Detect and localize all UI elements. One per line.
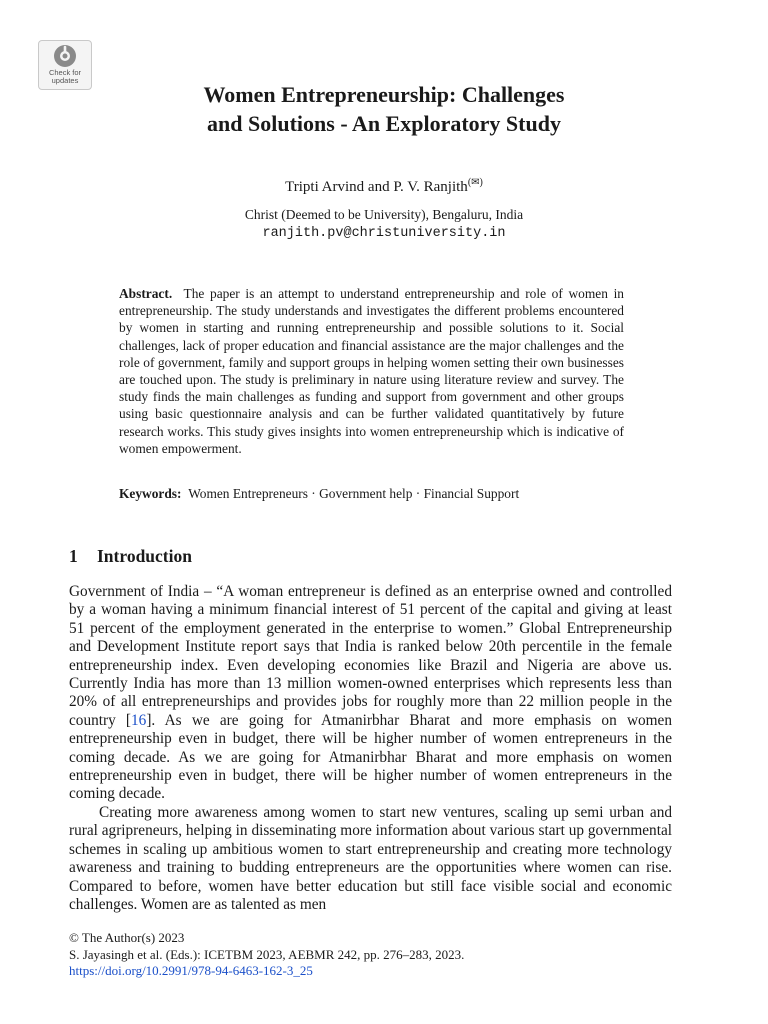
abstract-text: The paper is an attempt to understand entrepreneurship and role of women in entrepreneurship. The study understands and investigates the different problems encountered by women in starting and running entrepreneurship and possible solutions to it. Social challenges, lack of proper education and financial assistance are the major challenges and the role of government, family and support groups in helping women setting their own businesses are touched upon. The study is preliminary in nature using literature review and survey. The study finds the main challenges as funding and support from government and other groups using basic questionnaire analysis and can be further validated quantitatively by future research works. This study gives insights into women entrepreneurship which is indicative of women empowerment. [119, 286, 624, 456]
paper-title [0, 80, 768, 138]
title-line-2: and Solutions - An Exploratory Study [207, 111, 561, 136]
doi-link[interactable]: https://doi.org/10.2991/978-94-6463-162-3_25 [69, 963, 313, 978]
institution: Christ (Deemed to be University), Bengaluru, India [244, 207, 524, 222]
section-title: Introduction [97, 546, 192, 566]
publication-citation: S. Jayasingh et al. (Eds.): ICETBM 2023, AEBMR 242, pp. 276–283, 2023. [69, 946, 465, 962]
keywords-label: Keywords: [119, 486, 182, 501]
footer [69, 930, 709, 980]
abstract-label: Abstract. [119, 286, 173, 301]
citation-link[interactable]: 16 [131, 711, 147, 729]
badge-label: Check for updates [48, 68, 82, 85]
check-for-updates-icon [53, 44, 77, 68]
author-names: Tripti Arvind and P. V. Ranjith [285, 179, 468, 195]
email-envelope-icon[interactable]: (✉) [467, 177, 483, 188]
paragraph: Creating more awareness among women to start new ventures, scaling up semi urban and rural agripreneurs, helping in disseminating more information about various start up governmental schemes in scaling up ambitious women to start entrepreneurship and creating more technology awareness and training to budding entrepreneurs are the opportunities where women can rise. Compared to before, women have better education but still face visible social and economic challenges. Women are as talented as men [69, 803, 672, 913]
paragraph: Government of India – “A woman entrepreneur is defined as an enterprise owned and controlled by a woman having a minimum financial interest of 51 percent of the capital and giving at least 51 percent of the employment generated in the enterprise to women.” Global Entrepreneurship and Development Institute report says that India is ranked below 20th percentile in the female entrepreneurship index. Even developing economies like Brazil and Nigeria are above us. Currently India has more than 13 million women-owned enterprises which represents less than 20% of all entrepreneurships and provides jobs for roughly more than 22 million people in the country [16]. As we are going for Atmanirbhar Bharat and more emphasis on women entrepreneurship even in budget, there will be higher number of women entrepreneurs in the coming decade. As we are going for Atmanirbhar Bharat and more emphasis on women entrepreneurship even in budget, there will be higher number of women entrepreneurs in the coming decade. [69, 583, 672, 803]
section-number: 1 [69, 546, 78, 566]
keywords [119, 485, 639, 503]
introduction-body [69, 583, 672, 914]
author-email[interactable]: ranjith.pv@christuniversity.in [262, 226, 506, 241]
section-heading-introduction [69, 545, 192, 567]
copyright: © The Author(s) 2023 [69, 930, 185, 945]
title-line-1: Women Entrepreneurship: Challenges [203, 82, 565, 107]
abstract [119, 285, 624, 457]
affiliation-block [0, 205, 768, 243]
author-line [0, 173, 768, 197]
keywords-text: Women Entrepreneurs · Government help · Financial Support [188, 486, 520, 501]
